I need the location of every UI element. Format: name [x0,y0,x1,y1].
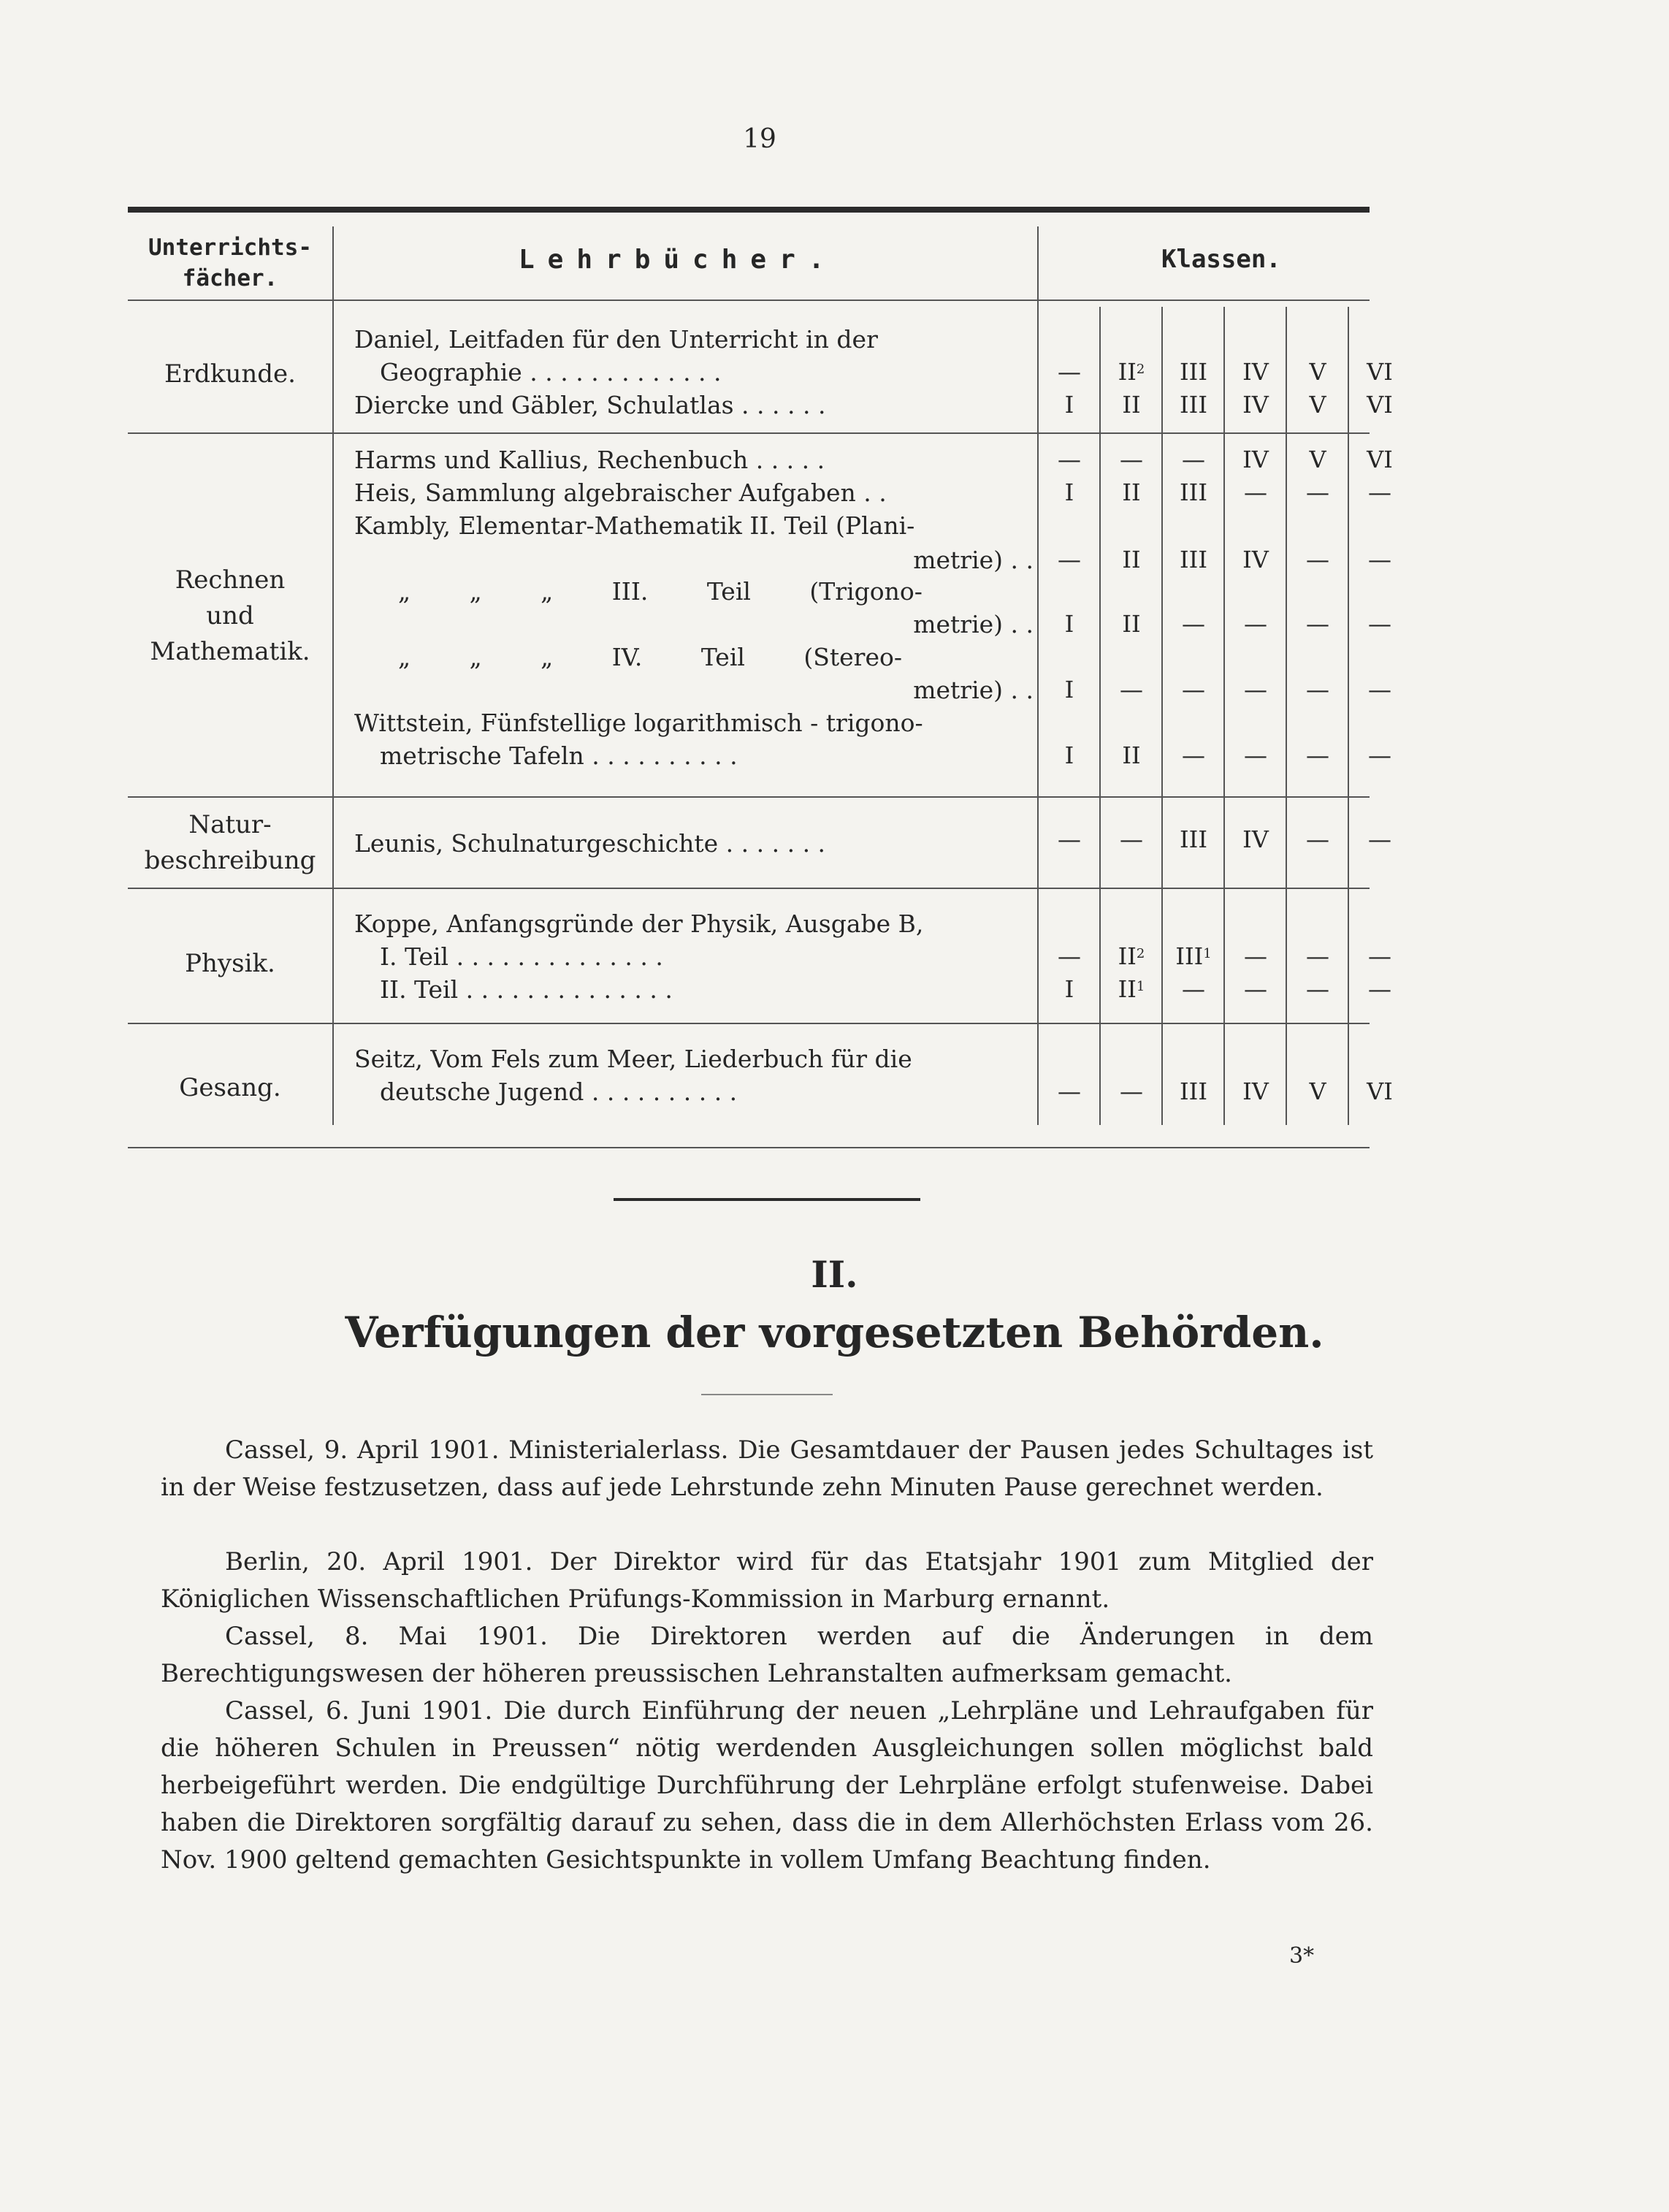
class-cell: VI [1367,358,1393,386]
header-books: Lehrbücher. [519,245,838,275]
header-classes: Klassen. [1161,245,1281,274]
page-number: 19 [743,124,776,154]
paragraph [161,1432,1373,1506]
class-cell: III [1180,391,1207,419]
class-cell: — [1368,478,1391,506]
paragraph-text: Cassel, 9. April 1901. Ministerialerlass. Die Gesamtdauer der Pausen jedes Schultages ist in der Weise festzusetzen, dass auf jede Lehrstunde zehn Minuten Pause gerechnet werden. [161,1435,1373,1502]
book-line: „ „ „ IV. Teil (Stereo- [398,643,903,671]
class-cell: — [1306,975,1329,1003]
class-cell: — [1368,676,1391,703]
book-line: Koppe, Anfangsgründe der Physik, Ausgabe B, [354,909,924,938]
table-header-rule [128,300,1370,301]
book-line: metrische Tafeln . . . . . . . . . . [380,741,738,770]
class-cell: — [1306,942,1329,970]
subject-physik: Physik. [185,949,275,978]
class-cell: — [1120,1078,1143,1105]
subject-rechnen-mathematik: Rechnen und Mathematik. [150,565,310,666]
class-cell: — [1058,358,1081,386]
class-cell: — [1306,546,1329,573]
class-cell: — [1306,610,1329,638]
class-cell: $II^2$ [1118,358,1145,386]
paragraph-text: Cassel, 6. Juni 1901. Die durch Einführung der neuen „Lehrpläne und Lehraufgaben für die höheren Schulen in Preussen“ nötig werdenden Ausgleichungen sollen möglichst bald herbeigeführt werden. Die endgültige Durchführung der Lehrpläne erfolgt stufenweise. Dabei haben die Direktoren sorgfältig darauf zu sehen, dass die in dem Allerhöchsten Erlass vom 26. Nov. 1900 geltend gemachten Gesichtspunkte in vollem Umfang Beachtung finden. [161,1696,1373,1875]
book-line: metrie) . . [913,610,1034,638]
class-cell: — [1182,610,1205,638]
class-cell: — [1244,478,1267,506]
class-cell: V [1309,446,1326,473]
book-line: Seitz, Vom Fels zum Meer, Liederbuch für die [354,1045,912,1073]
class-cell: IV [1242,358,1269,386]
class-cell: — [1244,676,1267,703]
class-cell: — [1368,942,1391,970]
row-separator [128,1023,1370,1024]
class-cell: — [1306,478,1329,506]
class-cell: I [1064,741,1074,769]
class-cell: — [1120,446,1143,473]
class-cell: V [1309,1078,1326,1105]
class-cell: — [1058,446,1081,473]
class-cell: V [1309,391,1326,419]
book-line: metrie) . . [913,546,1034,574]
class-cell: — [1306,741,1329,769]
class-cell: II [1122,610,1141,638]
class-cell: — [1244,610,1267,638]
class-cell: III [1180,825,1207,853]
class-cell: — [1182,975,1205,1003]
header-subjects: Unterrichts- fächer. [148,234,312,291]
subject-naturbeschreibung: Natur- beschreibung [144,810,316,875]
class-cell: — [1120,825,1143,853]
book-line: Daniel, Leitfaden für den Unterricht in der [354,325,878,354]
class-cell: — [1368,825,1391,853]
section-title: Verfügungen der vorgesetzten Behörden. [345,1308,1324,1357]
class-cell: — [1182,741,1205,769]
class-cell: I [1064,391,1074,419]
class-cell: — [1306,676,1329,703]
section-number: II. [811,1253,858,1296]
class-cell: III [1180,358,1207,386]
class-cell: — [1120,676,1143,703]
class-cell: V [1309,358,1326,386]
book-line: Kambly, Elementar-Mathematik II. Teil (Plani- [354,511,915,540]
subject-erdkunde: Erdkunde. [164,359,296,389]
table-col-divider-subject [332,226,334,1125]
class-cell: I [1064,478,1074,506]
class-cell: — [1244,741,1267,769]
class-cell: — [1368,741,1391,769]
class-cell: — [1368,975,1391,1003]
book-line: metrie) . . [913,676,1034,704]
book-line: Leunis, Schulnaturgeschichte . . . . . . . [354,829,826,858]
class-cell: VI [1367,1078,1393,1105]
class-cell: IV [1242,391,1269,419]
class-cell: I [1064,610,1074,638]
book-line: Heis, Sammlung algebraischer Aufgaben . . [354,478,887,507]
paragraph [161,1693,1373,1879]
class-cell: III [1180,478,1207,506]
book-line: Geographie . . . . . . . . . . . . . [380,358,722,386]
book-line: I. Teil . . . . . . . . . . . . . . [380,942,663,971]
book-line: „ „ „ III. Teil (Trigono- [398,577,923,606]
title-underline [701,1394,833,1395]
class-cell: VI [1367,446,1393,473]
class-cell: II [1122,741,1141,769]
class-cell: — [1244,942,1267,970]
class-cell: — [1058,825,1081,853]
class-cell: — [1058,1078,1081,1105]
book-line: Wittstein, Fünfstellige logarithmisch - trigono- [354,709,923,737]
row-separator [128,796,1370,798]
section-divider [614,1198,920,1201]
paragraph-text: Cassel, 8. Mai 1901. Die Direktoren werden auf die Änderungen in dem Berechtigungswesen der höheren preussischen Lehranstalten aufmerksam gemacht. [161,1622,1373,1688]
class-cell: I [1064,676,1074,703]
class-cell: — [1368,610,1391,638]
class-cell: IV [1242,1078,1269,1105]
class-cell: IV [1242,825,1269,853]
class-cell: II [1122,391,1141,419]
class-cell: — [1058,942,1081,970]
row-separator [128,888,1370,889]
class-cell: IV [1242,446,1269,473]
paragraph-text: Berlin, 20. April 1901. Der Direktor wird für das Etatsjahr 1901 zum Mitglied der Königlichen Wissenschaftlichen Prüfungs-Kommission in Marburg ernannt. [161,1547,1373,1614]
class-cell: III [1180,546,1207,573]
class-cell: — [1182,676,1205,703]
class-cell: II [1122,546,1141,573]
book-line: deutsche Jugend . . . . . . . . . . [380,1078,738,1106]
class-cell: — [1244,975,1267,1003]
subject-gesang: Gesang. [179,1073,281,1102]
class-cell: III$^1$ [1175,942,1212,970]
class-cell: — [1058,546,1081,573]
table-top-rule [128,207,1370,213]
paragraph [161,1544,1373,1618]
book-line: II. Teil . . . . . . . . . . . . . . [380,975,673,1004]
class-cell: $II^1$ [1118,975,1145,1003]
class-cell: VI [1367,391,1393,419]
book-line: Harms und Kallius, Rechenbuch . . . . . [354,446,825,474]
class-cell: IV [1242,546,1269,573]
book-line: Diercke und Gäbler, Schulatlas . . . . . . [354,391,826,419]
class-cell: — [1368,546,1391,573]
row-separator [128,432,1370,434]
signature-mark: 3* [1289,1943,1315,1969]
class-cell: III [1180,1078,1207,1105]
class-cell: — [1182,446,1205,473]
table-bottom-rule [128,1147,1370,1148]
paragraph [161,1618,1373,1693]
class-cell: I [1064,975,1074,1003]
class-cell: II [1122,478,1141,506]
class-cell: $II^2$ [1118,942,1145,970]
class-cell: — [1306,825,1329,853]
